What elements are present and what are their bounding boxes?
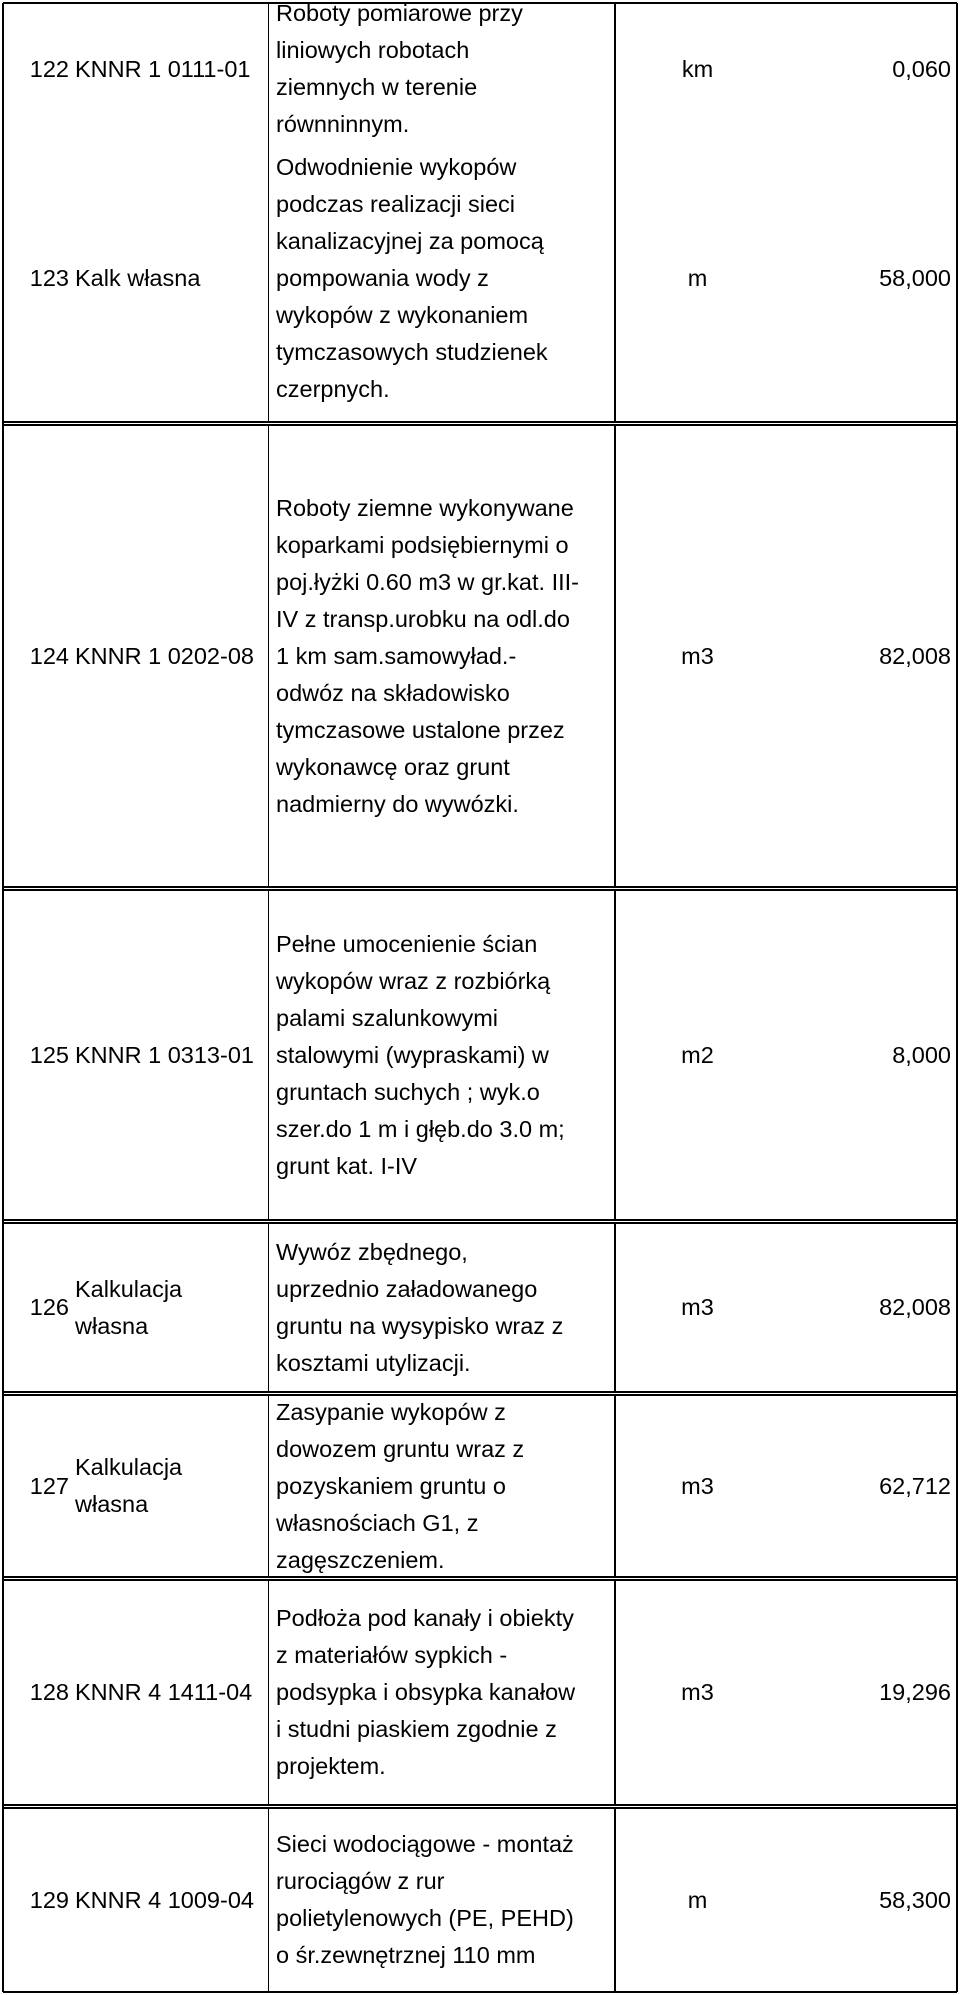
column-divider (268, 890, 269, 1220)
cell-lp (3, 3, 73, 135)
cell-desc (270, 890, 615, 1220)
cell-code-text: Kalkulacja własna (75, 1454, 183, 1517)
cell-lp (3, 1808, 73, 1992)
cell-desc-text: Podłoża pod kanały i obiekty z materiałów sypkich - podsypka i obsypka kanałow i studni piaskiem zgodnie z projektem. (276, 1605, 576, 1779)
cell-lp-text: 128 (29, 1679, 69, 1705)
column-divider (268, 425, 269, 887)
cell-code (73, 135, 263, 422)
cell-qty-text: 58,300 (879, 1886, 951, 1913)
cell-qty-text: 82,008 (879, 1294, 951, 1320)
cell-lp-text: 127 (29, 1472, 69, 1499)
cell-unit-text: m2 (681, 1041, 714, 1068)
cell-code (73, 425, 263, 887)
cell-qty-text: 8,000 (892, 1041, 951, 1068)
cell-unit (615, 135, 780, 422)
cell-lp-text: 124 (29, 642, 69, 669)
cell-unit (615, 3, 780, 135)
cell-code (73, 1395, 263, 1577)
cell-qty (780, 1223, 957, 1392)
cell-unit (615, 1580, 780, 1805)
cell-code (73, 890, 263, 1220)
cell-code (73, 3, 263, 135)
cell-qty (780, 1580, 957, 1805)
cell-qty-text: 0,060 (892, 55, 951, 82)
cell-code-text: KNNR 1 0202-08 (75, 642, 254, 669)
cell-code-text: KNNR 4 1009-04 (75, 1886, 254, 1913)
cell-code-text: KNNR 1 0111-01 (75, 55, 251, 82)
cell-qty (780, 135, 957, 422)
cell-desc (270, 1808, 615, 1992)
cell-unit-text: m (687, 1886, 708, 1913)
cell-qty (780, 1808, 957, 1992)
cell-qty-text: 62,712 (879, 1472, 951, 1499)
cell-desc-text: Sieci wodociągowe - montaż rurociągów z rur polietylenowych (PE, PEHD) o śr.zewnętrznej 110 mm (276, 1831, 574, 1968)
cell-unit-text: m3 (681, 1472, 714, 1499)
cell-lp-text: 129 (29, 1886, 69, 1913)
cell-qty (780, 890, 957, 1220)
cell-code (73, 1808, 263, 1992)
cell-unit (615, 1808, 780, 1992)
cell-code-text: Kalk własna (75, 265, 201, 291)
cell-code (73, 1580, 263, 1805)
column-divider (268, 3, 269, 422)
cell-desc (270, 135, 615, 422)
cell-unit (615, 890, 780, 1220)
cell-unit (615, 1223, 780, 1392)
cell-code-text: KNNR 1 0313-01 (75, 1041, 254, 1068)
cell-unit-text: km (681, 55, 714, 82)
cell-lp-text: 126 (29, 1294, 69, 1320)
column-divider (268, 1223, 269, 1392)
cell-desc (270, 425, 615, 887)
cell-code-text: KNNR 4 1411-04 (75, 1679, 253, 1705)
cell-lp-text: 123 (29, 265, 69, 291)
cell-lp (3, 890, 73, 1220)
cell-lp-text: 122 (29, 55, 69, 82)
cell-qty-text: 82,008 (879, 642, 951, 669)
cell-qty-text: 19,296 (879, 1679, 951, 1705)
cell-lp (3, 1395, 73, 1577)
cell-unit-text: m3 (681, 1679, 714, 1705)
cell-desc (270, 1395, 615, 1577)
cell-qty (780, 1395, 957, 1577)
cell-desc-text: Roboty pomiarowe przy liniowych robotach ziemnych w terenie równninnym. (276, 0, 523, 137)
cell-qty (780, 425, 957, 887)
column-divider (268, 1580, 269, 1805)
cell-qty-text: 58,000 (879, 265, 951, 291)
cell-lp (3, 135, 73, 422)
cell-code-text: Kalkulacja własna (75, 1275, 183, 1339)
cell-unit-text: m3 (681, 642, 714, 669)
cell-lp-text: 125 (29, 1041, 69, 1068)
cell-desc-text: Roboty ziemne wykonywane koparkami podsiębiernymi o poj.łyżki 0.60 m3 w gr.kat. III- IV z transp.urobku na odl.do 1 km sam.samowyład.- odwóz na składowisko tymczasowe ustalone przez wykonawcę oraz grunt nadmierny do wywózki. (276, 494, 579, 817)
cell-unit (615, 1395, 780, 1577)
cell-code (73, 1223, 263, 1392)
cell-lp (3, 425, 73, 887)
cell-desc (270, 1580, 615, 1805)
cell-desc-text: Wywóz zbędnego, uprzednio załadowanego gruntu na wysypisko wraz z kosztami utylizacji. (276, 1238, 564, 1376)
cell-desc-text: Odwodnienie wykopów podczas realizacji sieci kanalizacyjnej za pomocą pompowania wody z wykopów z wykonaniem tymczasowych studzienek czerpnych. (276, 154, 548, 402)
column-divider (268, 1808, 269, 1992)
cell-lp (3, 1580, 73, 1805)
cell-unit (615, 425, 780, 887)
column-divider (268, 1395, 269, 1577)
cell-desc (270, 1223, 615, 1392)
cell-desc (270, 0, 615, 137)
cell-unit-text: m (687, 265, 708, 291)
cell-qty (780, 3, 957, 135)
cell-desc-text: Zasypanie wykopów z dowozem gruntu wraz z pozyskaniem gruntu o własnościach G1, z zagęszczeniem. (276, 1398, 525, 1573)
cell-desc-text: Pełne umocenienie ścian wykopów wraz z rozbiórką palami szalunkowymi stalowymi (wypraskami) w gruntach suchych ; wyk.o szer.do 1 m i głęb.do 3.0 m; grunt kat. I-IV (276, 930, 565, 1179)
cell-lp (3, 1223, 73, 1392)
cell-unit-text: m3 (681, 1294, 714, 1320)
